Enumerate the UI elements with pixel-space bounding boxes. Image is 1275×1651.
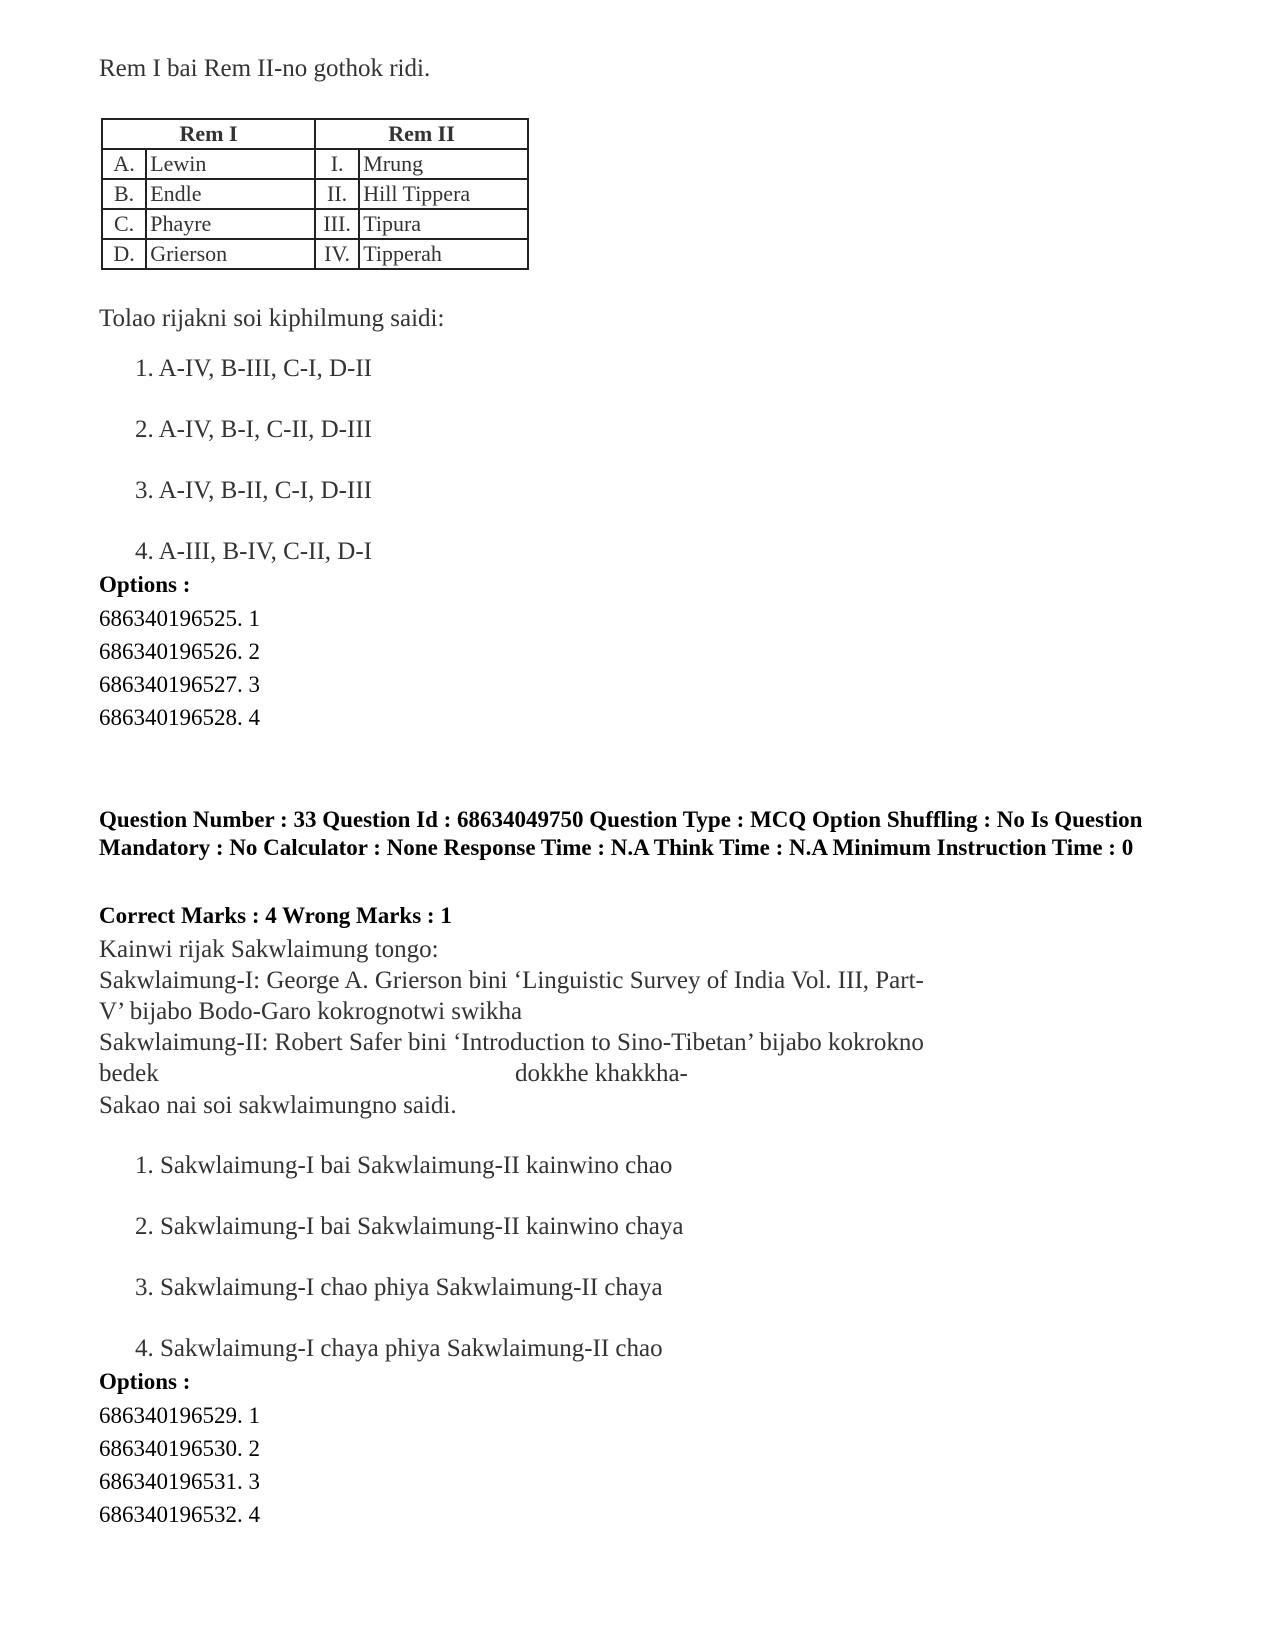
row-label-left: A. bbox=[102, 149, 146, 179]
table-row bbox=[102, 239, 528, 269]
options-heading: Options : bbox=[99, 1369, 191, 1394]
table-row bbox=[102, 149, 528, 179]
row-value-right: Mrung bbox=[359, 149, 528, 179]
option-id-1: 686340196525. 1 bbox=[99, 606, 260, 631]
stem-line-3: V’ bijabo Bodo-Garo kokrognotwi swikha bbox=[99, 998, 523, 1025]
choice-3: 3. A-IV, B-II, C-I, D-III bbox=[135, 477, 372, 504]
stem-line-5: bedek bbox=[99, 1060, 159, 1087]
row-value-left: Endle bbox=[146, 179, 315, 209]
row-label-right: I. bbox=[315, 149, 359, 179]
stem-line-4: Sakwlaimung-II: Robert Safer bini ‘Introduction to Sino-Tibetan’ bijabo kokrokno bbox=[99, 1029, 924, 1056]
row-label-left: C. bbox=[102, 209, 146, 239]
option-id-2: 686340196526. 2 bbox=[99, 639, 260, 664]
options-heading: Options : bbox=[99, 572, 191, 597]
stem-line-5b: dokkhe khakkha- bbox=[515, 1060, 688, 1087]
question-metadata: Question Number : 33 Question Id : 68634049750 Question Type : MCQ Option Shuffling : No Is Question Mandatory : No Calculator : None Response Time : N.A Think Time : N.A Minimum Instruction Time : 0 bbox=[99, 807, 1143, 860]
stem-line-2: Sakwlaimung-I: George A. Grierson bini ‘Linguistic Survey of India Vol. III, Part- bbox=[99, 967, 924, 994]
row-value-right: Tipperah bbox=[359, 239, 528, 269]
choice-1: 1. Sakwlaimung-I bai Sakwlaimung-II kainwino chao bbox=[135, 1152, 673, 1179]
table-row bbox=[102, 209, 528, 239]
row-value-left: Phayre bbox=[146, 209, 315, 239]
option-id-4: 686340196532. 4 bbox=[99, 1502, 260, 1527]
stem-line-1: Kainwi rijak Sakwlaimung tongo: bbox=[99, 936, 439, 963]
question-instruction: Tolao rijakni soi kiphilmung saidi: bbox=[99, 305, 445, 332]
choice-3: 3. Sakwlaimung-I chao phiya Sakwlaimung-II chaya bbox=[135, 1274, 663, 1301]
row-value-left: Lewin bbox=[146, 149, 315, 179]
match-table bbox=[101, 118, 529, 270]
row-label-right: IV. bbox=[315, 239, 359, 269]
row-label-left: B. bbox=[102, 179, 146, 209]
column-header-rem-1: Rem I bbox=[102, 119, 315, 149]
row-value-right: Hill Tippera bbox=[359, 179, 528, 209]
stem-line-6: Sakao nai soi sakwlaimungno saidi. bbox=[99, 1092, 457, 1119]
choice-1: 1. A-IV, B-III, C-I, D-II bbox=[135, 355, 372, 382]
option-id-3: 686340196527. 3 bbox=[99, 672, 260, 697]
question-intro: Rem I bai Rem II-no gothok ridi. bbox=[99, 55, 431, 82]
row-label-right: III. bbox=[315, 209, 359, 239]
option-id-3: 686340196531. 3 bbox=[99, 1469, 260, 1494]
table-header-row bbox=[102, 119, 528, 149]
row-label-left: D. bbox=[102, 239, 146, 269]
choice-4: 4. Sakwlaimung-I chaya phiya Sakwlaimung-II chao bbox=[135, 1335, 663, 1362]
column-header-rem-2: Rem II bbox=[315, 119, 528, 149]
option-id-4: 686340196528. 4 bbox=[99, 705, 260, 730]
choice-2: 2. Sakwlaimung-I bai Sakwlaimung-II kainwino chaya bbox=[135, 1213, 684, 1240]
table-row bbox=[102, 179, 528, 209]
choice-4: 4. A-III, B-IV, C-II, D-I bbox=[135, 538, 372, 565]
option-id-2: 686340196530. 2 bbox=[99, 1436, 260, 1461]
row-value-right: Tipura bbox=[359, 209, 528, 239]
question-marks: Correct Marks : 4 Wrong Marks : 1 bbox=[99, 903, 452, 928]
row-label-right: II. bbox=[315, 179, 359, 209]
choice-2: 2. A-IV, B-I, C-II, D-III bbox=[135, 416, 372, 443]
option-id-1: 686340196529. 1 bbox=[99, 1403, 260, 1428]
row-value-left: Grierson bbox=[146, 239, 315, 269]
